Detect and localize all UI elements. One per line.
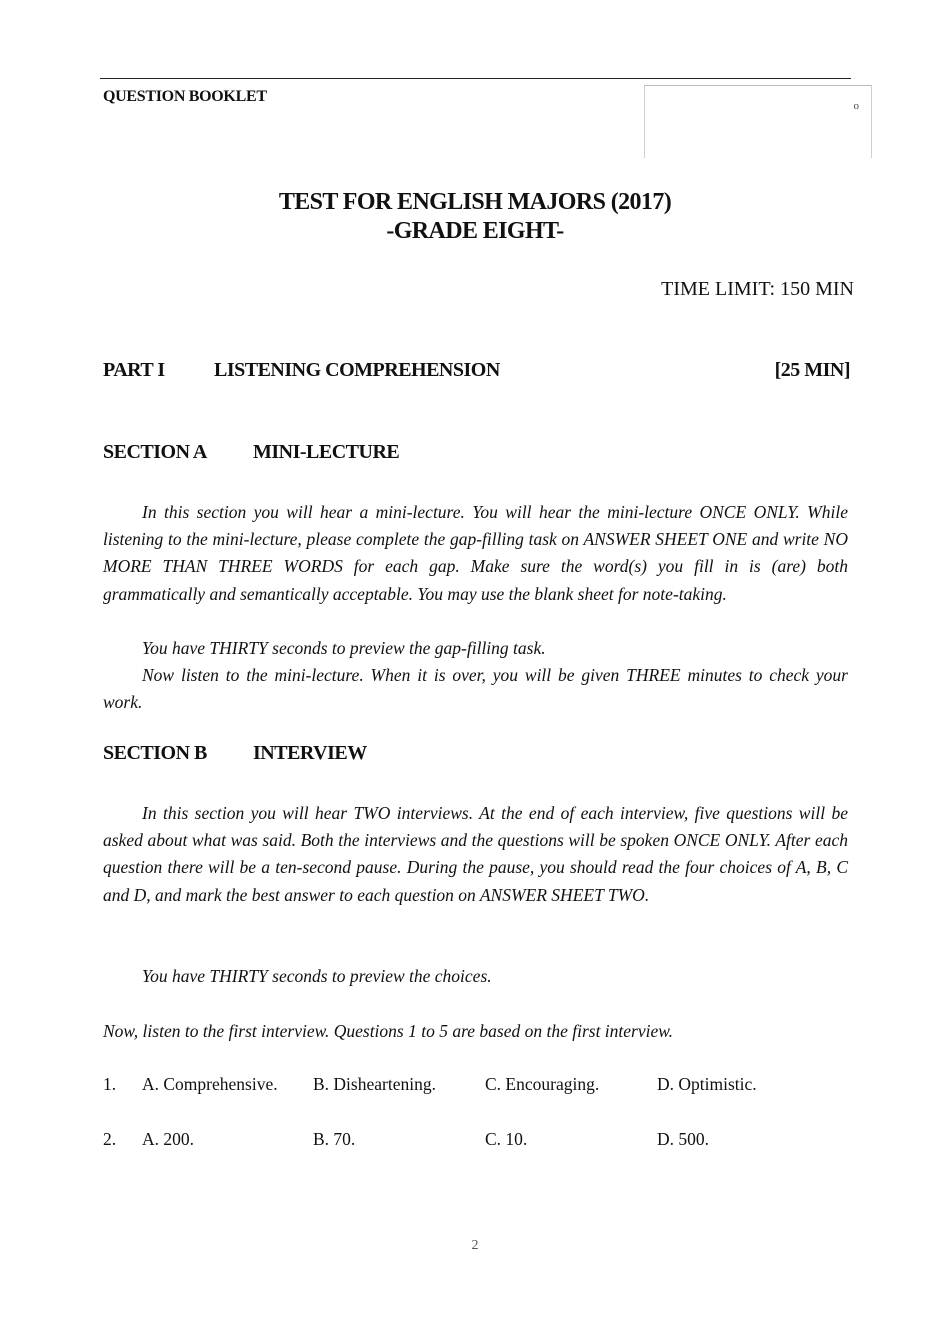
section-a-instruction-3: Now listen to the mini-lecture. When it is over, you will be given THREE minutes to check your work.: [103, 665, 848, 713]
section-b-instruction-2: You have THIRTY seconds to preview the choices.: [142, 966, 492, 986]
section-a-title: MINI-LECTURE: [253, 441, 400, 463]
question-row: [103, 1129, 850, 1153]
test-title: [0, 188, 950, 246]
section-b-instruction-3: Now, listen to the first interview. Questions 1 to 5 are based on the first interview.: [103, 1021, 674, 1041]
question-row: [103, 1074, 850, 1098]
part-number: PART I: [103, 359, 165, 381]
stamp-mark: o: [853, 100, 859, 112]
option-d: D. Optimistic.: [657, 1074, 757, 1094]
option-b: B. 70.: [313, 1129, 356, 1149]
option-d: D. 500.: [657, 1129, 710, 1149]
section-b-instruction-1: In this section you will hear TWO interviews. At the end of each interview, five questions will be asked about what was said. Both the interviews and the questions will be spoken ONCE ONLY. After each question there will be a ten-second pause. During the pause, you should read the four choices of A, B, C and D, and mark the best answer to each question on ANSWER SHEET TWO.: [103, 803, 848, 905]
booklet-label: QUESTION BOOKLET: [103, 88, 267, 105]
option-c: C. 10.: [485, 1129, 528, 1149]
top-rule: [100, 78, 851, 79]
test-title-line2: -GRADE EIGHT-: [386, 218, 564, 244]
option-a: A. 200.: [142, 1129, 195, 1149]
option-a: A. Comprehensive.: [142, 1074, 278, 1094]
part-title: LISTENING COMPREHENSION: [214, 359, 500, 381]
time-limit: TIME LIMIT: 150 MIN: [661, 278, 854, 300]
stamp-box: [644, 85, 872, 158]
section-a-heading: [103, 441, 400, 464]
question-number: 1.: [103, 1074, 117, 1094]
section-b-heading: [103, 742, 367, 765]
section-a-label: SECTION A: [103, 441, 207, 463]
option-c: C. Encouraging.: [485, 1074, 600, 1094]
question-number: 2.: [103, 1129, 117, 1149]
part-time: [25 MIN]: [774, 359, 850, 381]
page-number: 2: [471, 1238, 479, 1253]
section-b-label: SECTION B: [103, 742, 207, 764]
section-a-instruction-2: You have THIRTY seconds to preview the gap-filling task.: [142, 638, 546, 658]
option-b: B. Disheartening.: [313, 1074, 436, 1094]
test-title-line1: TEST FOR ENGLISH MAJORS (2017): [278, 189, 672, 215]
section-a-instruction-1: In this section you will hear a mini-lecture. You will hear the mini-lecture ONCE ONLY. While listening to the mini-lecture, please complete the gap-filling task on ANSWER SHEET ONE and write NO MORE THAN THREE WORDS for each gap. Make sure the word(s) you fill in is (are) both grammatically and semantically acceptable. You may use the blank sheet for note-taking.: [103, 502, 848, 604]
section-b-title: INTERVIEW: [253, 742, 367, 764]
